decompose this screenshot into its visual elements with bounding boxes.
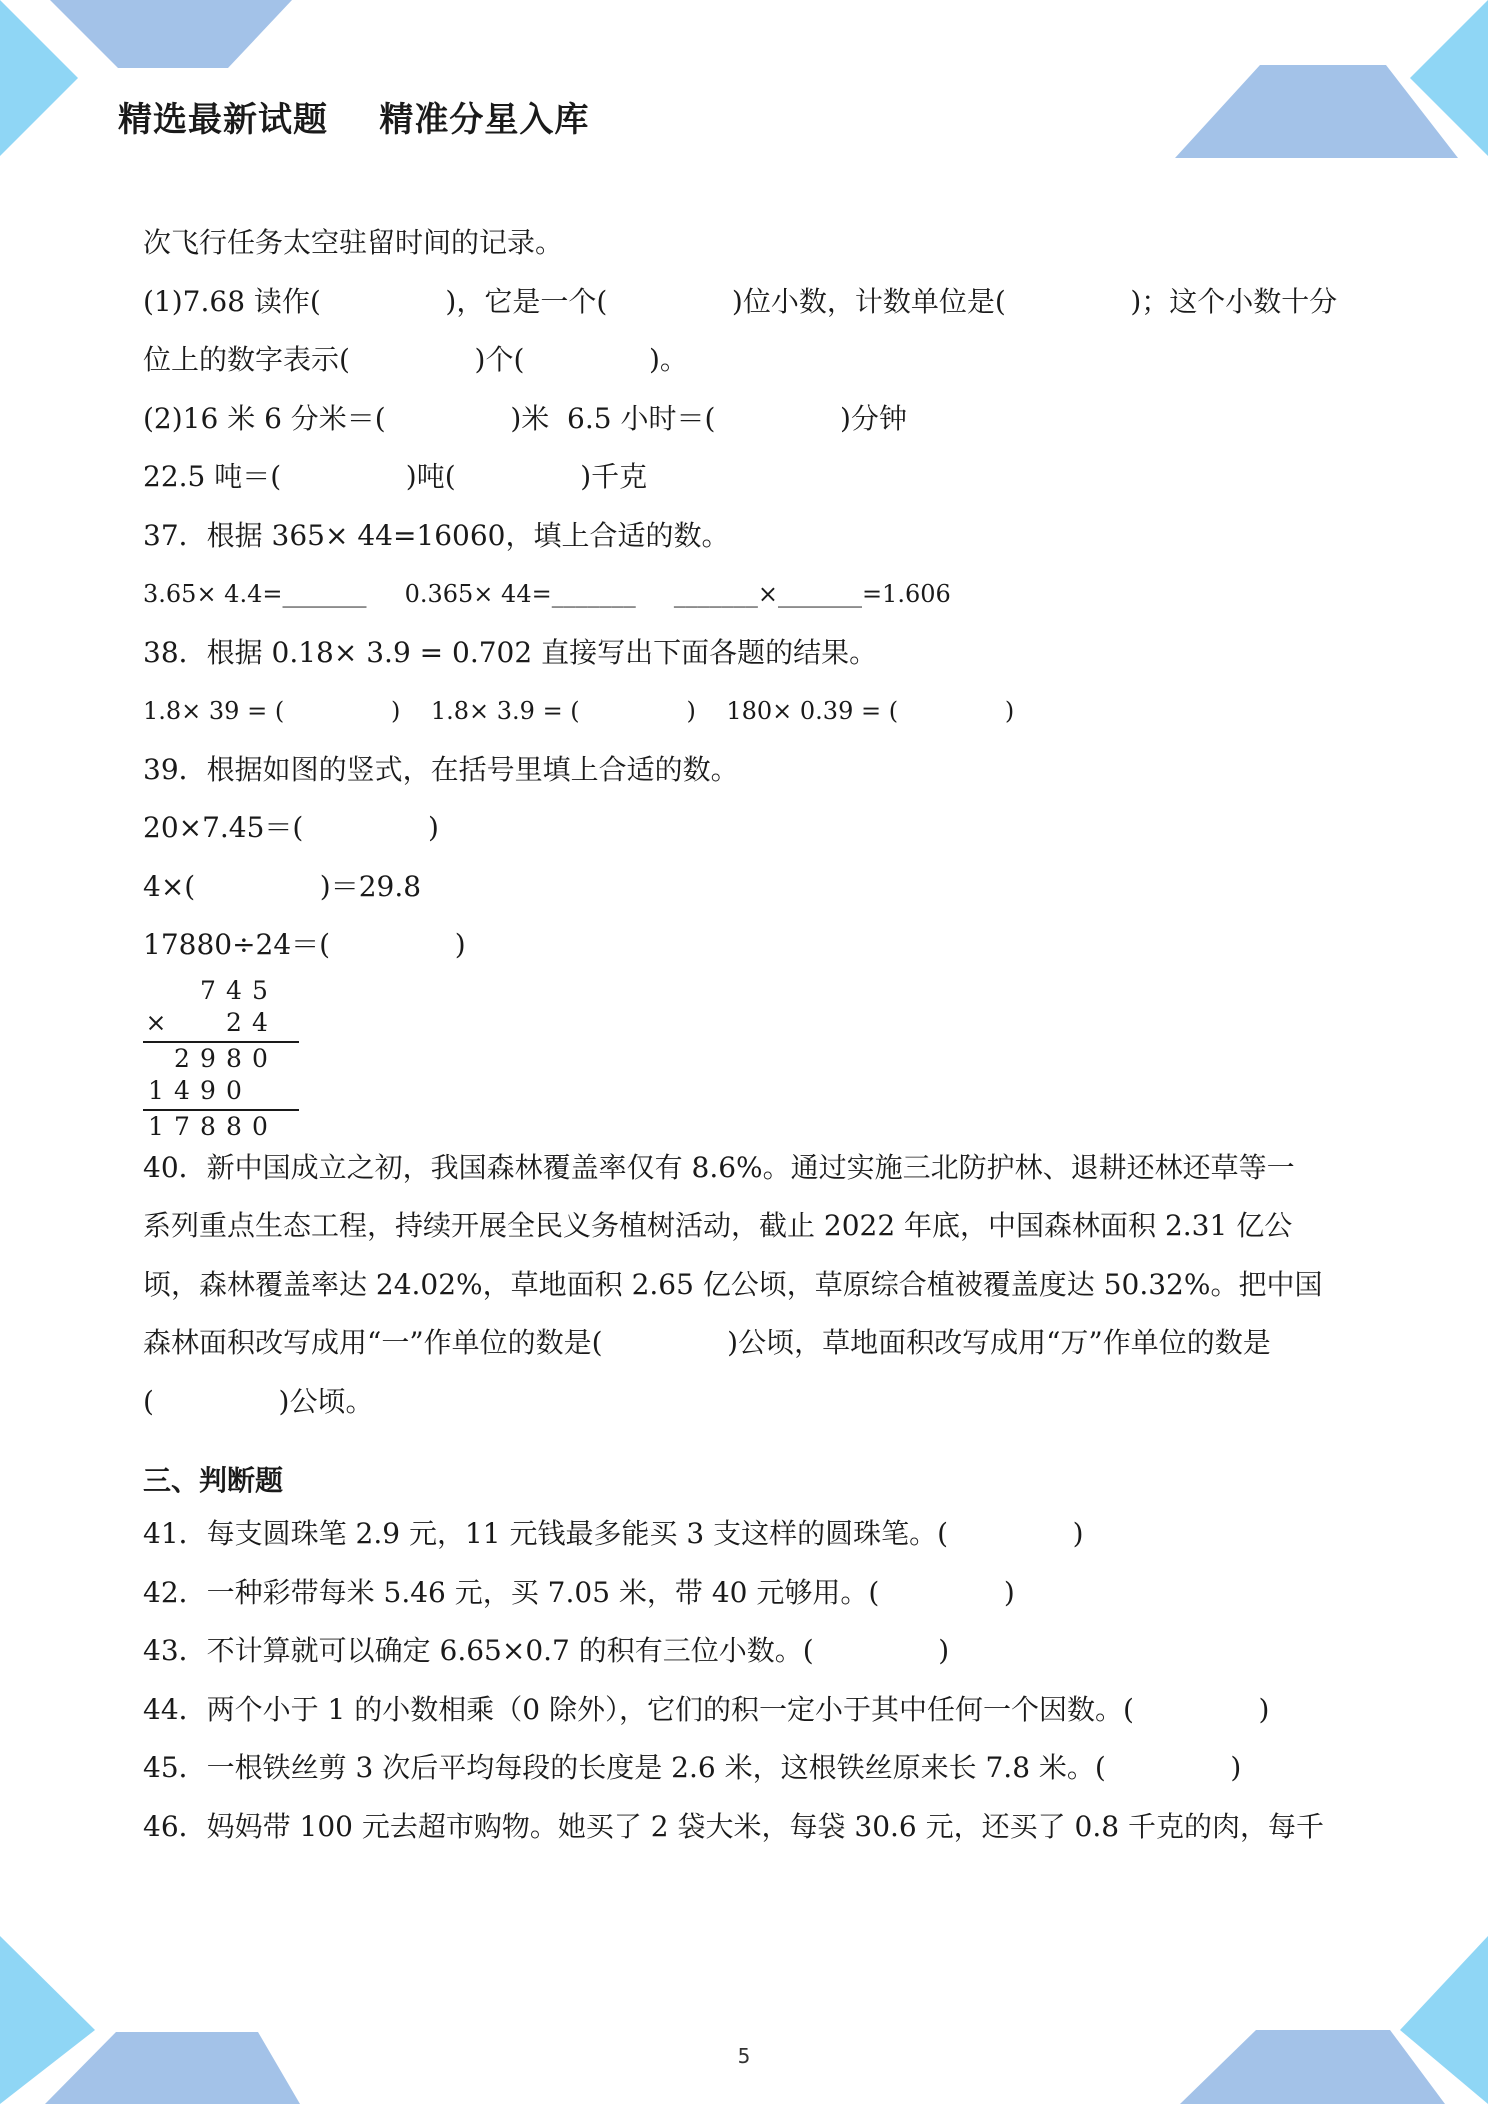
question-37: 37．根据 365× 44=16060，填上合适的数。 (143, 518, 730, 552)
question-38: 38．根据 0.18× 3.9 = 0.702 直接写出下面各题的结果。 (143, 635, 878, 669)
text-line: 森林面积改写成用“一”作单位的数是( )公顷，草地面积改写成用“万”作单位的数是 (143, 1326, 1271, 1359)
text-line: 22.5 吨＝( )吨( )千克 (143, 460, 648, 493)
calc-row-product: 1 7 8 8 0 (148, 1111, 268, 1141)
question-43: 43．不计算就可以确定 6.65×0.7 的积有三位小数。( ) (143, 1634, 950, 1667)
question-37-blanks: 3.65× 4.4=_______ 0.365× 44=_______ _______×_______=1.606 (143, 580, 951, 608)
text-line: 次飞行任务太空驻留时间的记录。 (143, 226, 564, 259)
text-line: 系列重点生态工程，持续开展全民义务植树活动，截止 2022 年底，中国森林面积 2.31 亿公 (143, 1209, 1293, 1242)
section-title: 三、判断题 (143, 1464, 284, 1497)
text-line: 顷，森林覆盖率达 24.02%，草地面积 2.65 亿公顷，草原综合植被覆盖度达 50.32%。把中国 (143, 1267, 1323, 1301)
text-line: 位上的数字表示( )个( )。 (143, 343, 688, 376)
top-left-blue-triangle (0, 0, 78, 156)
section-gap (143, 1431, 1353, 1457)
question-38-blanks: 1.8× 39 = ( ) 1.8× 3.9 = ( ) 180× 0.39 = ( ) (143, 697, 1015, 725)
text-line: (1)7.68 读作( )，它是一个( )位小数，计数单位是( )；这个小数十分 (143, 284, 1338, 318)
question-41: 41．每支圆珠笔 2.9 元，11 元钱最多能买 3 支这样的圆珠笔。( ) (143, 1517, 1084, 1550)
question-44: 44．两个小于 1 的小数相乘（0 除外），它们的积一定小于其中任何一个因数。( ) (143, 1692, 1270, 1726)
question-40: 40．新中国成立之初，我国森林覆盖率仅有 8.6%。通过实施三北防护林、退耕还林还草等一 (143, 1150, 1295, 1184)
question-45: 45．一根铁丝剪 3 次后平均每段的长度是 2.6 米，这根铁丝原来长 7.8 米。( ) (143, 1751, 1242, 1784)
question-39: 39．根据如图的竖式，在括号里填上合适的数。 (143, 752, 739, 786)
calc-row-multiplicand: 7 4 5 (200, 975, 268, 1005)
calc-row-partial-1: 2 9 8 0 (174, 1043, 268, 1073)
page-number: 5 (737, 2044, 751, 2068)
text-line: (2)16 米 6 分米＝( )米 6.5 小时＝( )分钟 (143, 401, 907, 435)
question-39-item: 4×( )＝29.8 (143, 869, 422, 903)
calc-row-multiplier: × 2 4 (145, 1007, 268, 1037)
question-39-item: 20×7.45＝( ) (143, 811, 439, 844)
text-line: ( )公顷。 (143, 1384, 374, 1418)
vertical-multiplication (143, 975, 323, 1139)
document-body (143, 214, 1353, 1856)
question-39-item: 17880÷24＝( ) (143, 928, 466, 961)
question-42: 42．一种彩带每米 5.46 元，买 7.05 米，带 40 元够用。( ) (143, 1575, 1015, 1609)
header-title: 精选最新试题 精准分星入库 (118, 100, 590, 140)
question-46: 46．妈妈带 100 元去超市购物。她买了 2 袋大米，每袋 30.6 元，还买了 0.8 千克的肉，每千 (143, 1809, 1324, 1843)
calc-row-partial-2: 1 4 9 0 (148, 1075, 242, 1105)
top-left-blue-trapezoid (50, 0, 292, 68)
bottom-left-blue-trapezoid (45, 2032, 300, 2104)
